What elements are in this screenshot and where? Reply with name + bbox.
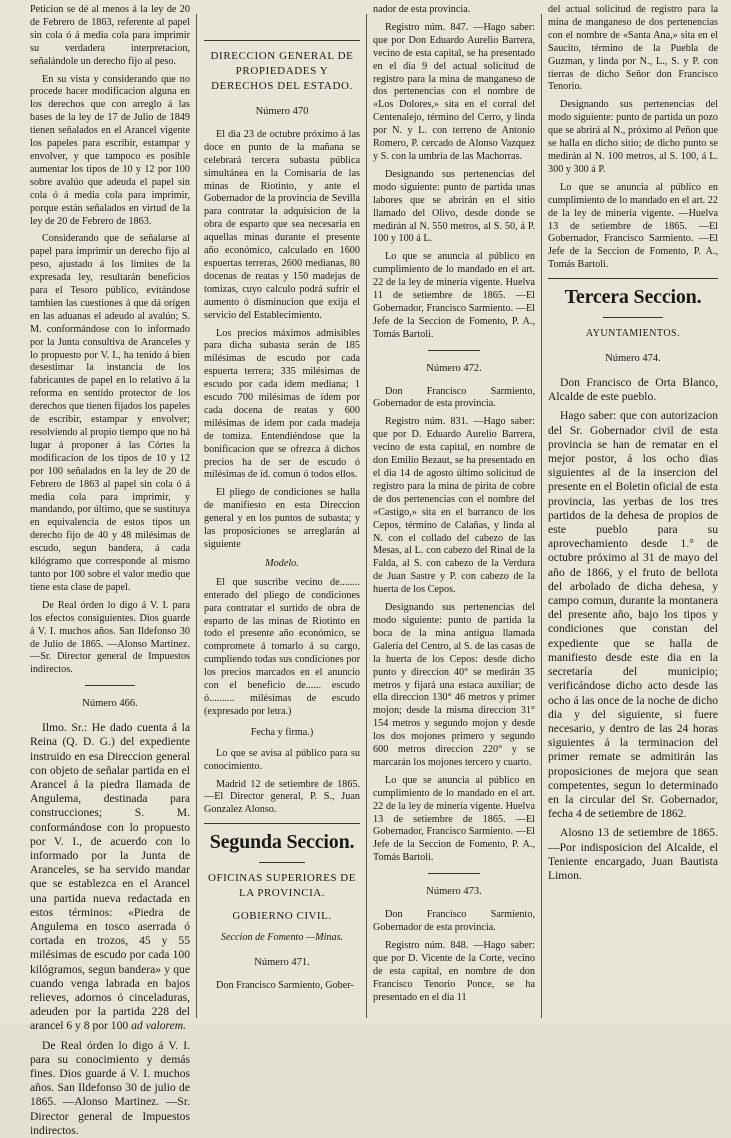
- paragraph: De Real órden lo digo á V. I. para su conocimiento y demás fines. Dios guarde á V. I. muchos años. San Ildefonso 30 de julio de 1865. —Alonso Martinez. —Sr. Director general de Impuestos indirectos.: [30, 1038, 190, 1137]
- divider: [85, 685, 135, 686]
- paragraph: De Real órden lo digo á V. I. para los efectos consiguientes. Dios guarde á V. I. muchos años. San Ildefonso 30 de Julio de 1865. —Alonso Martinez. —Sr. Director general de Impuestos indirectos.: [30, 599, 190, 676]
- section-title: Tercera Seccion.: [564, 286, 702, 309]
- paragraph: Peticion se dé al menos á la ley de 20 de Febrero de 1863, referente al papel sin cola ó á media cola para imprimir su verdadera interpretacion, señalándole un derecho fijo al peso.: [30, 4, 190, 67]
- paragraph: Lo que se anuncia al público en cumplimiento de lo mandado en el art. 22 de la ley de minería vigente. —Huelva 13 de setiembre de 1865. —El Gobernador, Francisco Sarmiento. —El Jefe de la Seccion de Fomento, P. A., Tomás Bartoli.: [548, 181, 718, 271]
- paragraph: del actual solicitud de registro para la mina de manganeso de dos pertenencias con el nombre de «Santa Ana,» sita en el Saucito, término de la Puebla de Guzman, y linda por N., L., S. y P. con tierras de dicho Señor don Francisco Tenorio.: [548, 4, 718, 93]
- paragraph: Lo que se anuncia al público en cumplimiento de lo mandado en el art. 22 de la ley de minería vigente. Huelva 11 de setiembre de 1865. —El Gobernador, Francisco Sarmiento. —El Jefe de la Seccion de Fomento, P. A., Tomás Bartoli.: [373, 251, 535, 340]
- section-title: Segunda Seccion.: [209, 831, 355, 854]
- subheading: [204, 932, 360, 945]
- notice-number: Número 473.: [426, 886, 482, 898]
- paragraph: Hago saber: que con autorizacion del Sr. Gobernador civil de esta provincia se han de rematar en el mejor postor, á los ocho dias siguientes al de la insercion del presente en el Boletin oficial de esta provincia, las yerbas de los tres partidos de la dehesa de propios de este pueblo para su aprovechamiento desde 1.° de octubre próximo al 31 de mayo del año de 1866, y el fruto de bellota del arbolado de dicha dehesa, y campo comun, durante la montanera del presente año, bajo los tipos y condiciones que constan del expediente que se halla de manifiesto desde este dia en la secretaría del municipio; verificándose dicho acto desde las ocho á las once de la noche de dicho dia y del siguiente, si fuere necesario, y dentro de las 24 horas siguientes á la terminacion del primer remate se admitirán las proposiciones de mejora que sean competentes, segun lo determinado en la circular del Sr. Gobernador, fecha 4 de setiembre de 1862.: [548, 409, 718, 821]
- subheading-text: Modelo.: [265, 557, 299, 569]
- column-2: [204, 0, 360, 1024]
- paragraph: Registro núm. 848. —Hago saber: que por D. Vicente de la Corte, vecino de esta capital, en nombre de don Francisco Tenorio Ponce, se ha presentado en el dia 11: [373, 939, 535, 1003]
- section-heading: DIRECCION GENERAL DE PROPIEDADES Y DERECHOS DEL ESTADO.: [210, 50, 354, 92]
- paragraph: Designando sus pertenencias del modo siguiente: punto de partida un pozo que se abrirá al N., próximo al Peñon que se halla en dicho sitio; de dicho punto se medirán al N. 100 metros, al S. 100, á L. 300 y 300 á P.: [548, 99, 718, 175]
- column-rule: [196, 14, 197, 1018]
- paragraph: Alosno 13 de setiembre de 1865. —Por indisposicion del Alcalde, el Teniente encargado, Juan Bautista Limon.: [548, 826, 718, 882]
- signature-line: Fecha y firma.): [250, 726, 314, 738]
- paragraph: Designando sus pertenencias del modo siguiente: punto de partida unas labores que se abrirán en el sitio llamado del Olivo, desde donde se medirán al N. 550 metros, al S. 50, á P. 100 y 100 á L.: [373, 168, 535, 245]
- paragraph: En su vista y considerando que no procede hacer modificacion alguna en los derechos que con arreglo á las bases de la ley de 17 de Julio de 1849 tienen señalados en el Arancel vigente los papeles para escribir, estampar y envolver, y que tampoco es posible aumentar los tipos de 10 y 12 por 100 sobre avalúo que adeuda el papel sin cola ó á media cola para imprimir, porque están señalados en virtud de la ley de 20 de Febrero de 1863.: [30, 73, 190, 227]
- paragraph: nador de esta provincia.: [373, 4, 471, 15]
- divider: [548, 278, 718, 279]
- notice-number: Número 470: [255, 106, 309, 117]
- paragraph: Don Francisco Sarmiento, Gober-: [216, 980, 354, 992]
- paragraph: Don Francisco de Orta Blanco, Alcalde de este pueblo.: [548, 376, 718, 404]
- paragraph: Registro núm. 831. —Hago saber: que por D. Eduardo Aurelio Barrera, vecino de esta capital, en nombre de don Emilio Bezaut, se ha presentado en el dia 14 de agosto último solicitud de registro para la mina de pirita de cobre de dos pertenencias con el nombre del «Castigo,» sita en el barranco de los Cepos, término de Calañas, y linda al N. con el collado del cabezo de las Mesas, al L. con cabezo del Rinal de la Falda, al S. con cabezo de la Verdura de Juan Sastre y P. con cabezo de la huerta de los Cepos.: [373, 416, 535, 596]
- column-rule: [541, 14, 542, 1018]
- paragraph: Designando sus pertenencias del modo siguiente: punto de partida la boca de la mina antigua llamada Galería del Centro, al S. de las casas de la huerta de los Cepos: desde dicho punto y direccion 40° se medirán 35 metros y fijará una estaca auxiliar; de ella direccion 130° 46 metros y primer mojon; desde la misma direccion 31° 154 metros y segundo mojon y desde los dos mojones primero y segundo 600 metros direccion 220° y se marcarán los mojones tercero y cuarto.: [373, 602, 535, 768]
- divider: [603, 317, 663, 318]
- divider: [428, 873, 480, 874]
- column-3: [373, 0, 535, 1024]
- column-rule: [366, 14, 367, 1018]
- notice-number: Número 466.: [82, 698, 138, 710]
- section-heading: GOBIERNO CIVIL.: [232, 910, 332, 923]
- notice-number: Número 471.: [254, 957, 310, 969]
- paragraph: Lo que se anuncia al público en cumplimiento de lo mandado en el art. 22 de la ley de minería vigente. Huelva 13 de setiembre de 1865. —El Gobernador, Francisco Sarmiento. —El Jefe de la Seccion de Fomento, P. A., Tomás Bartoli.: [373, 774, 535, 864]
- paragraph: El que suscribe vecino de........ enterado del pliego de condiciones para contratar el surtido de obra de esparto de las minas de Riotinto en todo el presente año económico, se compromete á tomarlo á su cargo, cumpliendo todas sus condiciones por los precios marcados en el anuncio con el beneficio de...... escudo ó.......... milésimas de escudo (expresado por letra.): [204, 576, 360, 717]
- section-heading: AYUNTAMIENTOS.: [585, 328, 681, 340]
- divider: [204, 823, 360, 824]
- paragraph: Lo que se avisa al público para su conocimiento.: [204, 747, 360, 772]
- paragraph: El pliego de condiciones se halla de manifiesto en esta Direccion general y en los puntos de subasta; y las proposiciones se arreglarán al siguiente: [204, 487, 360, 550]
- divider: [204, 40, 360, 41]
- paragraph-text: Ilmo. Sr.: He dado cuenta á la Reina (Q. D. G.) del expediente instruido en esa Direccion general con objeto de señalar partida en el Arancel á la piedra llamada de Angulema, destinada para construcciones; S. M. conformándose con lo propuesto por V. I., de acuerdo con lo informado por la Junta de Aranceles, se ha servido mandar que se establezca en el Arancel una partida nueva redactada en estos términos: «Piedra de Angulema en tosco aserrada ó cortada en trozos, 45 y 55 milésimas de escudo por cada 100 kilógramos, segun bandera» y que cuando venga labrada en bajos relieves, adornos ó cinceladuras, adeuden por la partida 228 del arancel 6 y 8 por 100: [30, 721, 190, 1033]
- section-heading: OFICINAS SUPERIORES DE LA PROVINCIA.: [208, 872, 356, 900]
- divider: [259, 862, 305, 863]
- paragraph: Registro núm. 847. —Hago saber: que por Don Eduardo Aurelio Barrera, vecino de esta capital, se ha presentado en el dia 9 del actual solicitud de registro para la mina de manganeso de dos pertenencias con el nombre de «Los Dolores,» sita en el corral del Centenalejo, término del Cerro, y linda por N. y L. con terreno de Antonio Romero, P. cercado de Alonso Vazquez y S. con la umbría de las Machorras.: [373, 21, 535, 162]
- paragraph: Don Francisco Sarmiento, Gobernador de esta provincia.: [373, 385, 535, 410]
- subheading: [204, 558, 360, 571]
- subheading-text: Seccion de Fomento —Minas.: [220, 932, 344, 944]
- paragraph: Considerando que de señalarse al papel para imprimir un derecho fijo al peso, ajustado á los límites de la expresada ley, resultarán beneficios para el Tesoro público, evitándose tambien las cuestiones á que dá orígen en las aduanas el adeudo al avalúo; S. M. conformándose con lo informado por la Junta consultiva de Aranceles y lo propuesto por V. I., ha tenido á bien desestimar la instancia de los fabricantes de papel en lo relativo á la reforma en sentido protector de los derechos que tienen fijados los papeles de escribir, estampar y envolver; resolviendo al propio tiempo que no há lugar á proponer á las Córtes la modificacion de los tipos de 10 y 12 por 100 señalados en la ley de 20 de Febrero de 1863 al papel sin cola ó á media cola para imprimir, y mandando, por último, que se sustituya en equivalencia de estos tipos un derecho fijo de 40 y 48 milésimas de escudo, segun bandera, á cada kilógramo que corresponde al mismo tanto por 100 sobre el valor medio que tiene esta clase de papel.: [30, 233, 190, 593]
- divider: [428, 350, 480, 351]
- paragraph: [30, 721, 190, 1033]
- paragraph: Don Francisco Sarmiento, Gobernador de esta provincia.: [373, 909, 535, 933]
- latin-term: ad valorem.: [131, 1019, 187, 1033]
- paragraph: Los precios máximos admisibles para dicha subasta serán de 185 milésimas de escudo por cada espuerta terrera; 335 milésimas de escudo por cada idem mediana; 1 escudo 700 milésimas de idem por cada docena de reatas y 600 milésimas de idem por cada madeja de tomiza. Entendiéndose que la bonificacion que se ofrezca á dichos precios ha de ser de escudo ó milésimas de id. comun ó todos ellos.: [204, 327, 360, 481]
- notice-number: Número 474.: [605, 353, 661, 365]
- paragraph: El dia 23 de octubre próximo á las doce en punto de la mañana se celebrará tercera subasta pública simultánea en la Comisaría de las minas de Riotinto, y ante el Gobernador de la provincia de Sevilla para contratar la adquisicion de la obra de esparto que sea necesaria en aquellas minas durante el presente año económico, calculado en 1600 espuertas terreras, 2600 medianas, 80 docenas de reatas y 150 madejas de tomizas, cuyo calculo podrá sufrir el aumento ó disminucion que exija el servicio del Establecimiento.: [204, 128, 360, 321]
- column-1: [30, 0, 190, 1137]
- paragraph: Madrid 12 de setiembre de 1865. —El Director general, P. S., Juan Gonzalez Alonso.: [204, 778, 360, 816]
- column-4: [548, 0, 718, 1024]
- notice-number: Número 472.: [426, 362, 482, 374]
